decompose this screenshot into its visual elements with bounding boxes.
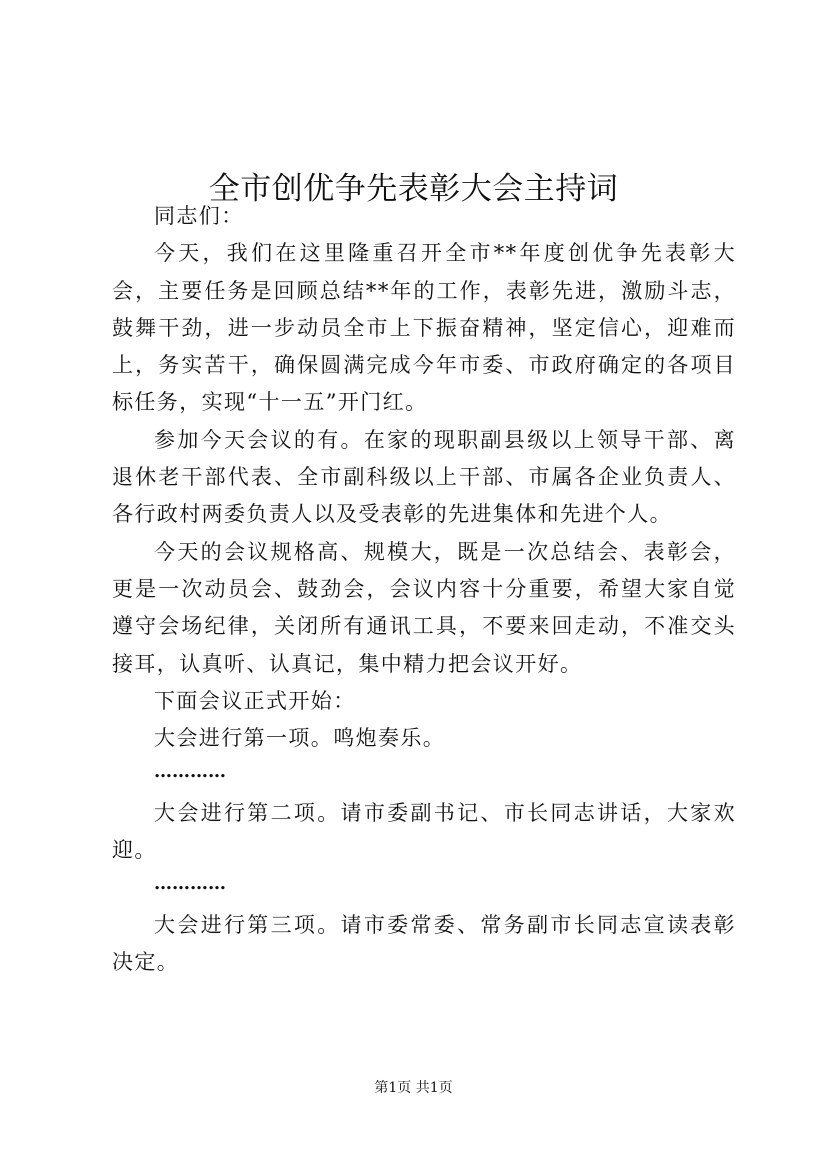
ellipsis-separator: ………… [154,873,226,895]
document-body [112,198,736,981]
paragraph-discipline: 今天的会议规格高、规模大，既是一次总结会、表彰会，更是一次动员会、鼓劲会，会议内容十分重要，希望大家自觉遵守会场纪律，关闭所有通讯工具，不要来回走动，不准交头接耳，认真听、认真记，集中精力把会议开好。 [112,539,736,676]
paragraph-attendees: 参加今天会议的有。在家的现职副县级以上领导干部、离退休老干部代表、全市副科级以上干部、市属各企业负责人、各行政村两委负责人以及受表彰的先进集体和先进个人。 [112,427,736,527]
paragraph-opening: 今天，我们在这里隆重召开全市**年度创优争先表彰大会，主要任务是回顾总结**年的工作，表彰先进，激励斗志，鼓舞干劲，进一步动员全市上下振奋精神，坚定信心，迎难而上，务实苦干，确保圆满完成今年市委、市政府确定的各项目标任务，实现“十一五”开门红。 [112,241,736,415]
page-footer: 第1页 共1页 [374,1080,453,1096]
document-title: 全市创优争先表彰大会主持词 [208,170,619,207]
agenda-item-3: 大会进行第三项。请市委常委、常务副市长同志宣读表彰决定。 [112,912,736,974]
paragraph-start: 下面会议正式开始： [154,688,356,713]
salutation: 同志们： [154,204,244,228]
agenda-item-2: 大会进行第二项。请市委副书记、市长同志讲话，大家欢迎。 [112,800,736,863]
agenda-item-1: 大会进行第一项。鸣炮奏乐。 [154,726,446,751]
ellipsis-separator: ………… [154,761,226,783]
